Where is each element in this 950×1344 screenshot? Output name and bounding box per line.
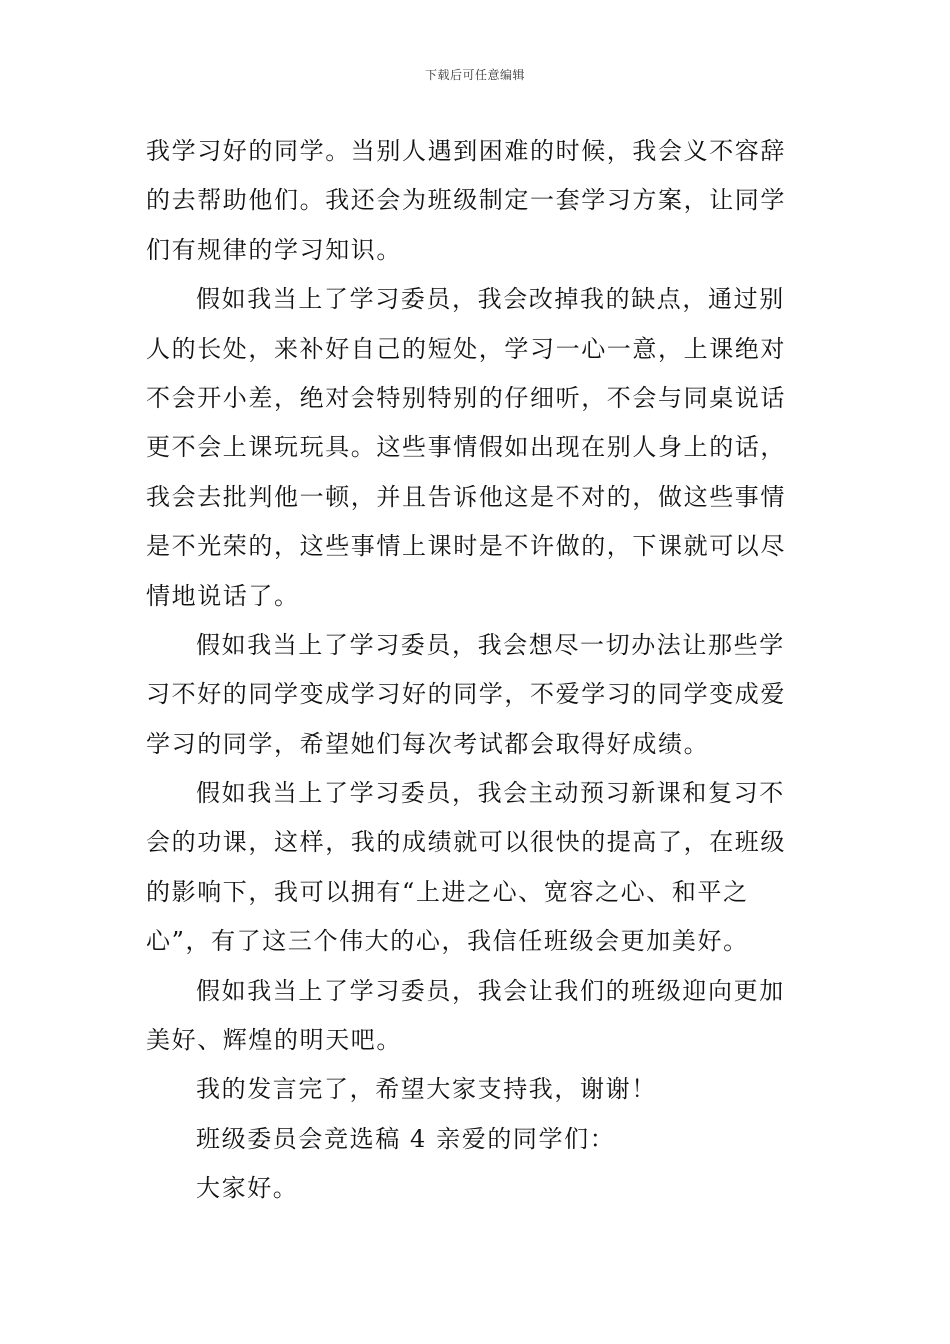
text-line: 更不会上课玩玩具。这些事情假如出现在别人身上的话，	[146, 433, 786, 462]
text-line: 班级委员会竞选稿 4 亲爱的同学们：	[196, 1124, 616, 1153]
text-line: 不会开小差，绝对会特别特别的仔细听，不会与同桌说话	[146, 383, 786, 412]
text-line: 我会去批判他一顿，并且告诉他这是不对的，做这些事情	[146, 482, 786, 511]
text-line: 我学习好的同学。当别人遇到困难的时候，我会义不容辞	[146, 137, 786, 165]
text-line: 美好、辉煌的明天吧。	[146, 1026, 402, 1055]
text-line: 习不好的同学变成学习好的同学，不爱学习的同学变成爱	[146, 680, 786, 709]
text-line: 心”，有了这三个伟大的心，我信任班级会更加美好。	[146, 927, 749, 956]
text-line: 的影响下，我可以拥有“上进之心、宽容之心、和平之	[146, 877, 749, 906]
text-line: 我的发言完了，希望大家支持我，谢谢！	[196, 1075, 657, 1104]
text-line: 们有规律的学习知识。	[146, 235, 402, 264]
text-line: 假如我当上了学习委员，我会主动预习新课和复习不	[196, 779, 785, 808]
text-line: 假如我当上了学习委员，我会改掉我的缺点，通过别	[196, 285, 785, 314]
text-line: 会的功课，这样，我的成绩就可以很快的提高了，在班级	[146, 828, 786, 857]
text-line: 假如我当上了学习委员，我会想尽一切办法让那些学	[196, 630, 785, 659]
document-body	[146, 127, 810, 1214]
text-line: 大家好。	[196, 1174, 299, 1203]
text-line: 的去帮助他们。我还会为班级制定一套学习方案，让同学	[146, 186, 786, 215]
text-line: 假如我当上了学习委员，我会让我们的班级迎向更加	[196, 976, 785, 1005]
text-line: 学习的同学，希望她们每次考试都会取得好成绩。	[146, 729, 710, 758]
page-header: 下载后可任意编辑	[424, 68, 525, 82]
text-line: 情地说话了。	[146, 581, 300, 610]
text-line: 人的长处，来补好自己的短处，学习一心一意，上课绝对	[146, 334, 786, 363]
text-line: 是不光荣的，这些事情上课时是不许做的，下课就可以尽	[146, 532, 786, 561]
